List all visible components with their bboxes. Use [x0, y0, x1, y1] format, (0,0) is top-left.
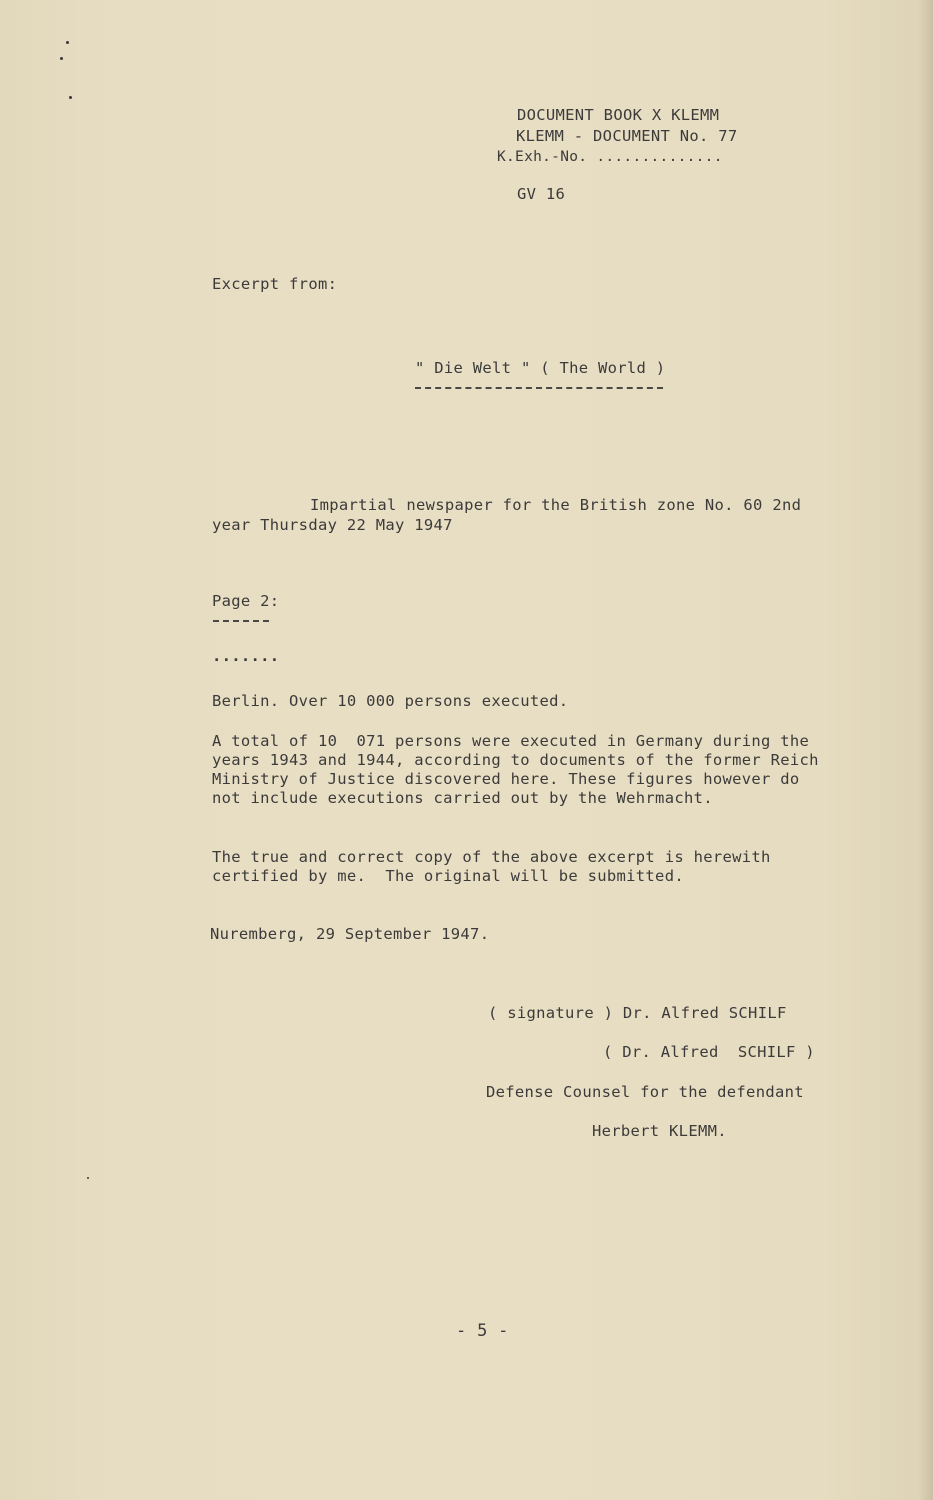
defendant-name: Herbert KLEMM. — [592, 1122, 727, 1140]
margin-speck — [60, 57, 63, 60]
newspaper-desc-line-2: year Thursday 22 May 1947 — [212, 516, 453, 534]
newspaper-desc-line-1: Impartial newspaper for the British zone No. 60 2nd — [310, 496, 802, 514]
article-body-line-3: Ministry of Justice discovered here. These figures however do — [212, 770, 800, 788]
gv-code: GV 16 — [517, 185, 566, 203]
article-body-line-2: years 1943 and 1944, according to documents of the former Reich — [212, 751, 819, 769]
signature-line: ( signature ) Dr. Alfred SCHILF — [488, 1004, 787, 1022]
certification-line-2: certified by me. The original will be submitted. — [212, 867, 684, 885]
document-book-line: DOCUMENT BOOK X KLEMM — [517, 106, 720, 124]
margin-speck — [87, 1177, 89, 1179]
margin-speck — [66, 41, 69, 44]
omission-dots: ....... — [212, 647, 280, 665]
article-headline: Berlin. Over 10 000 persons executed. — [212, 692, 569, 710]
margin-speck — [69, 96, 72, 99]
page-number: - 5 - — [456, 1321, 509, 1341]
signatory-name: ( Dr. Alfred SCHILF ) — [603, 1043, 815, 1061]
place-and-date: Nuremberg, 29 September 1947. — [210, 925, 490, 943]
excerpt-from-label: Excerpt from: — [212, 275, 338, 293]
page-reference-underline — [213, 620, 269, 622]
exhibit-number-line: K.Exh.-No. .............. — [497, 149, 723, 165]
title-underline — [415, 387, 663, 389]
signatory-role: Defense Counsel for the defendant — [486, 1083, 804, 1101]
page-reference: Page 2: — [212, 592, 280, 610]
page-edge-shadow — [919, 0, 933, 1500]
article-body-line-4: not include executions carried out by the Wehrmacht. — [212, 789, 713, 807]
certification-line-1: The true and correct copy of the above excerpt is herewith — [212, 848, 771, 866]
document-number-line: KLEMM - DOCUMENT No. 77 — [516, 127, 738, 145]
newspaper-title: " Die Welt " ( The World ) — [415, 359, 666, 377]
article-body-line-1: A total of 10 071 persons were executed in Germany during the — [212, 732, 810, 750]
